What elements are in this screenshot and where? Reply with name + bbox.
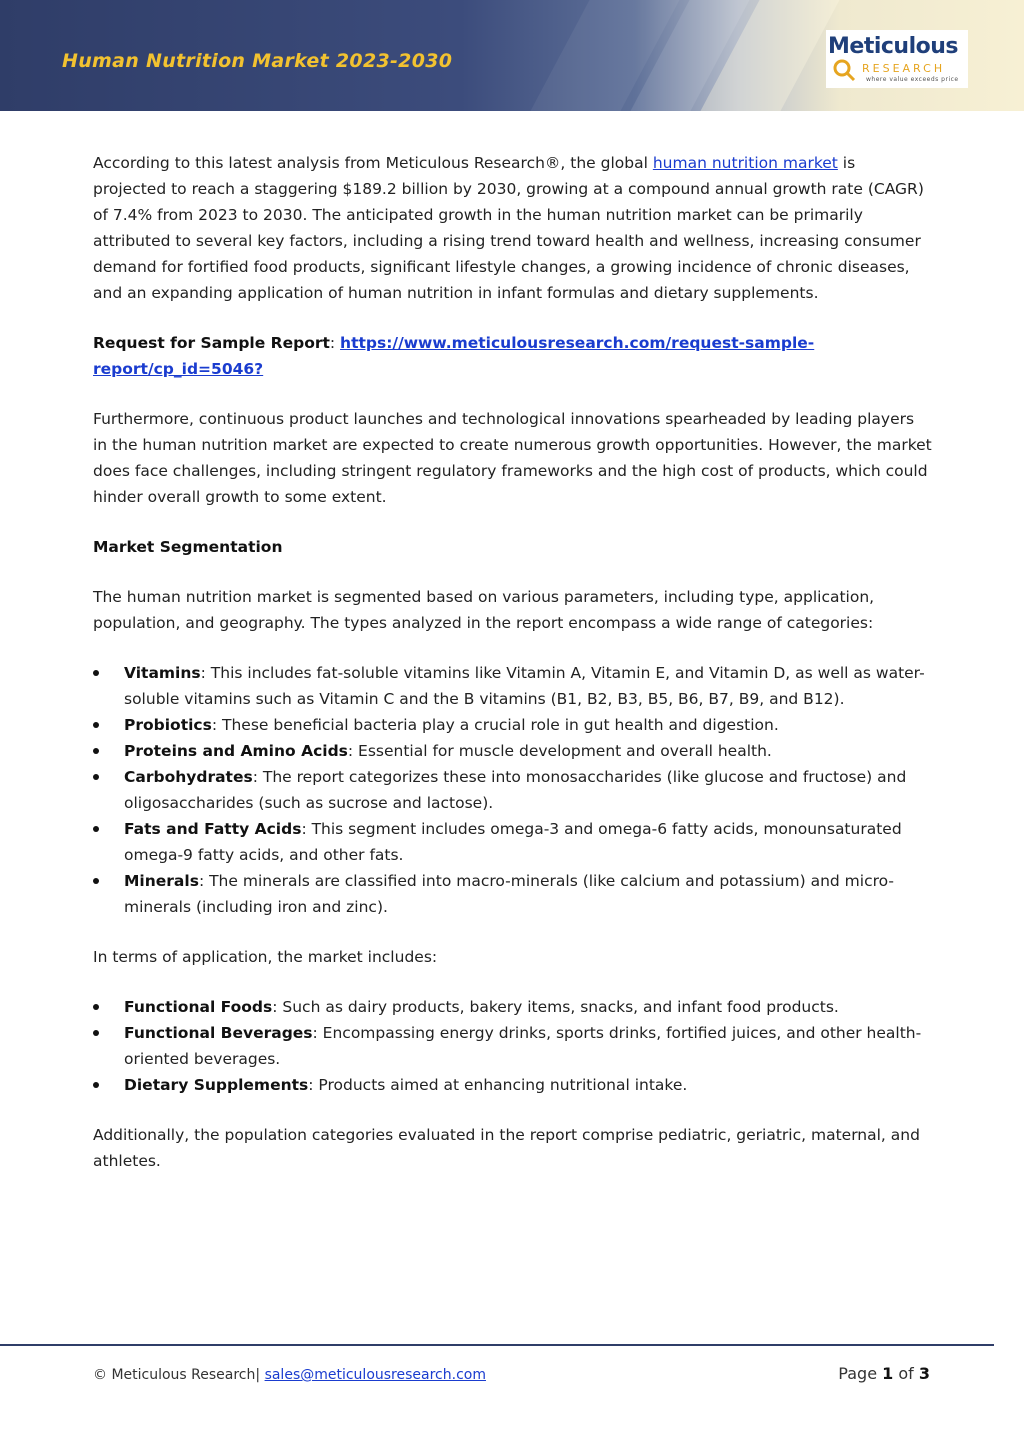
separator: : <box>329 334 341 352</box>
logo-subtitle: RESEARCH <box>862 62 946 75</box>
list-item <box>93 816 933 868</box>
item-label: Probiotics <box>124 716 212 734</box>
bullet-icon <box>93 774 99 780</box>
item-label: Functional Beverages <box>124 1024 313 1042</box>
email-link[interactable]: sales@meticulousresearch.com <box>264 1367 486 1383</box>
application-paragraph: In terms of application, the market includes: <box>93 948 438 966</box>
intro-text: According to this latest analysis from Meticulous Research®, the global <box>93 154 653 172</box>
item-text: : Essential for muscle development and overall health. <box>347 742 772 760</box>
list-item <box>93 738 933 764</box>
item-text: : The report categorizes these into monosaccharides (like glucose and fructose) and oligosaccharides (such as sucrose and lactose). <box>124 768 907 812</box>
bullet-icon <box>93 748 99 754</box>
growth-paragraph: Furthermore, continuous product launches and technological innovations spearheaded by leading players in the human nutrition market are expected to create numerous growth opportunities. However, the market does face challenges, including stringent regulatory frameworks and the high cost of products, which could hinder overall growth to some extent. <box>93 410 932 506</box>
page-of: of <box>893 1364 919 1383</box>
copyright-text: © Meticulous Research| <box>93 1367 265 1383</box>
bullet-icon <box>93 670 99 676</box>
item-label: Carbohydrates <box>124 768 253 786</box>
sample-request <box>93 330 933 382</box>
segmentation-paragraph: The human nutrition market is segmented based on various parameters, including type, application, population, and geography. The types analyzed in the report encompass a wide range of categories: <box>93 588 875 632</box>
logo-wordmark: Meticulous <box>828 34 958 59</box>
item-text: : This segment includes omega-3 and omega-6 fatty acids, monounsaturated omega-9 fatty acids, and other fats. <box>124 820 902 864</box>
magnifier-icon <box>830 58 860 84</box>
page-indicator <box>838 1364 930 1383</box>
item-label: Proteins and Amino Acids <box>124 742 348 760</box>
market-link[interactable]: human nutrition market <box>652 154 838 172</box>
list-item <box>93 712 933 738</box>
section-heading: Market Segmentation <box>93 538 283 556</box>
bullet-icon <box>93 1004 99 1010</box>
item-label: Dietary Supplements <box>124 1076 309 1094</box>
list-item <box>93 1020 933 1072</box>
intro-paragraph <box>93 150 933 306</box>
item-text: : The minerals are classified into macro-minerals (like calcium and potassium) and micro-minerals (including iron and zinc). <box>124 872 895 916</box>
item-label: Minerals <box>124 872 199 890</box>
bullet-icon <box>93 722 99 728</box>
item-label: Functional Foods <box>124 998 273 1016</box>
type-list <box>93 660 933 920</box>
list-item <box>93 764 933 816</box>
bullet-icon <box>93 878 99 884</box>
bullet-icon <box>93 826 99 832</box>
intro-text: is projected to reach a staggering $189.2 billion by 2030, growing at a compound annual growth rate (CAGR) of 7.4% from 2023 to 2030. The anticipated growth in the human nutrition market can be primarily attributed to several key factors, including a rising trend toward health and wellness, increasing consumer demand for fortified food products, significant lifestyle changes, a growing incidence of chronic diseases, and an expanding application of human nutrition in infant formulas and dietary supplements. <box>93 154 924 302</box>
item-text: : Such as dairy products, bakery items, snacks, and infant food products. <box>272 998 839 1016</box>
bullet-icon <box>93 1030 99 1036</box>
footer-divider <box>0 1344 994 1346</box>
list-item <box>93 994 933 1020</box>
sample-report-link[interactable]: https://www.meticulousresearch.com/request-sample-report/cp_id=5046? <box>93 334 815 378</box>
footer-copyright <box>93 1367 486 1383</box>
company-logo <box>826 30 968 88</box>
application-list <box>93 994 933 1098</box>
total-pages: 3 <box>918 1364 930 1383</box>
report-title: Human Nutrition Market 2023-2030 <box>62 50 453 72</box>
item-text: : Products aimed at enhancing nutritional intake. <box>308 1076 688 1094</box>
item-text: : This includes fat-soluble vitamins like Vitamin A, Vitamin E, and Vitamin D, as well as water-soluble vitamins such as Vitamin C and the B vitamins (B1, B2, B3, B5, B6, B7, B9, and B12). <box>124 664 925 708</box>
list-item <box>93 868 933 920</box>
list-item <box>93 1072 933 1098</box>
sample-label: Request for Sample Report <box>93 334 330 352</box>
item-text: : These beneficial bacteria play a crucial role in gut health and digestion. <box>211 716 779 734</box>
logo-tagline: where value exceeds price <box>866 76 959 83</box>
item-label: Vitamins <box>124 664 201 682</box>
list-item <box>93 660 933 712</box>
page-word: Page <box>838 1364 883 1383</box>
item-label: Fats and Fatty Acids <box>124 820 302 838</box>
item-text: : Encompassing energy drinks, sports drinks, fortified juices, and other health-oriented beverages. <box>124 1024 922 1068</box>
current-page: 1 <box>882 1364 894 1383</box>
page-header <box>0 0 1024 111</box>
population-paragraph: Additionally, the population categories evaluated in the report comprise pediatric, geriatric, maternal, and athletes. <box>93 1126 920 1170</box>
document-body <box>93 150 933 1198</box>
bullet-icon <box>93 1082 99 1088</box>
